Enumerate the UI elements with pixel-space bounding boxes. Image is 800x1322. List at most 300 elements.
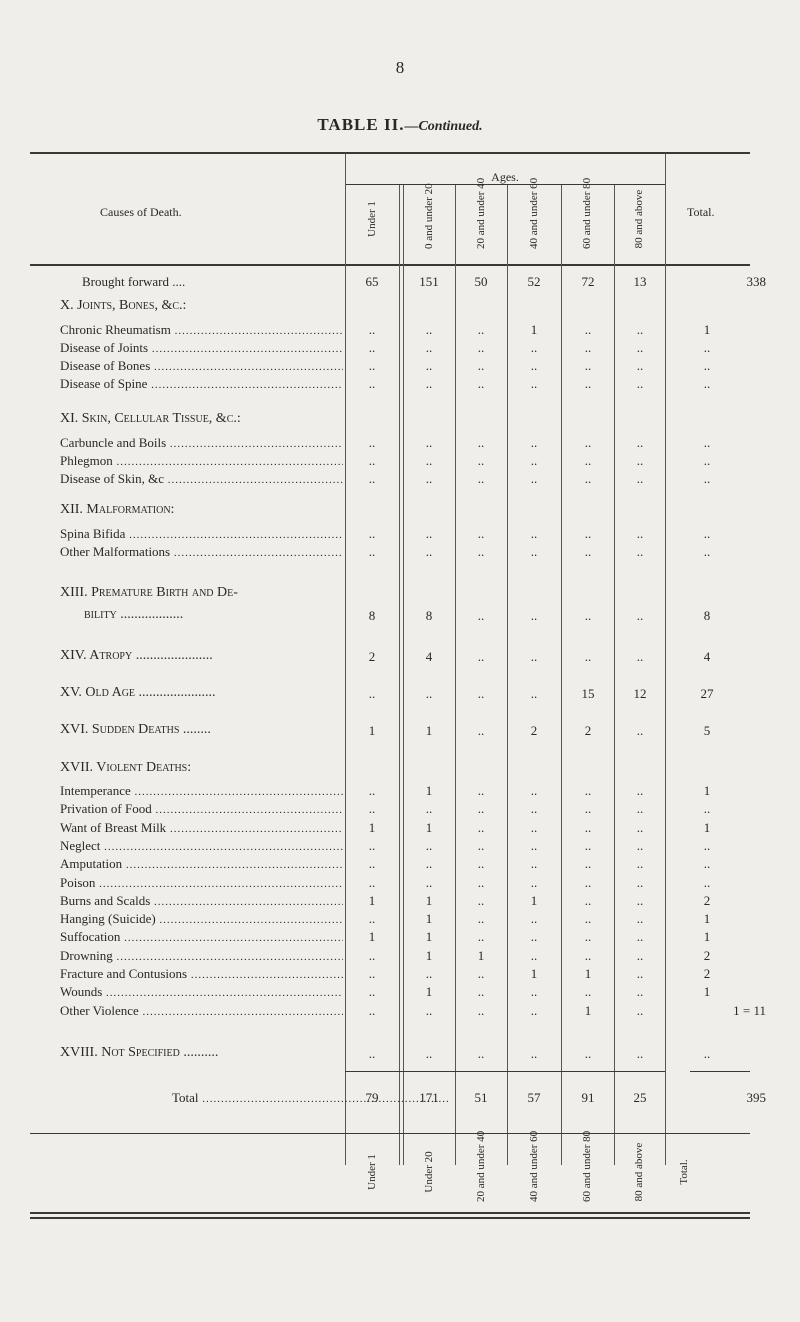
col-head-40-60 bbox=[528, 177, 540, 249]
row-cell: 1 bbox=[368, 929, 376, 945]
row-cell: .. bbox=[584, 911, 592, 927]
row-cell: .. bbox=[477, 892, 485, 908]
row-cell: .. bbox=[636, 966, 644, 981]
row-label: Drowning ..... bbox=[60, 948, 343, 964]
row-label: Want of Breast Milk ..... bbox=[60, 820, 343, 836]
row-cell: .. bbox=[477, 801, 485, 817]
row-cell: 1 bbox=[425, 723, 433, 738]
header-bottom-rule bbox=[30, 264, 750, 266]
row-cell: .. bbox=[477, 471, 485, 486]
table-row bbox=[0, 966, 800, 982]
row-total: 2 bbox=[703, 892, 711, 908]
section-title: XV. Old Age ...................... bbox=[60, 685, 216, 700]
section-title: XIII. Premature Birth and De- bbox=[60, 585, 238, 600]
row-cell: .. bbox=[584, 984, 592, 1000]
row-cell: 1 bbox=[530, 892, 538, 908]
row-cell: .. bbox=[530, 947, 538, 963]
table-row bbox=[0, 820, 800, 836]
row-cell: 1 bbox=[425, 984, 433, 1000]
row-total: .. bbox=[703, 471, 711, 486]
row-cell: .. bbox=[584, 929, 592, 945]
row-cell: .. bbox=[636, 322, 644, 337]
row-cell: .. bbox=[530, 929, 538, 945]
row-cell: .. bbox=[368, 471, 376, 486]
total-top-rule-total bbox=[690, 1071, 750, 1072]
row-cell: .. bbox=[425, 471, 433, 486]
table-row bbox=[0, 856, 800, 872]
row-cell: .. bbox=[584, 649, 592, 664]
row-cell: .. bbox=[636, 453, 644, 468]
row-total: 2 bbox=[703, 947, 711, 963]
row-total: .. bbox=[703, 435, 711, 450]
col-head-60-80 bbox=[581, 177, 593, 249]
row-label: Brought forward .... bbox=[82, 274, 186, 289]
row-total: 27 bbox=[700, 686, 714, 701]
table-row bbox=[0, 376, 800, 392]
row-cell: 1 bbox=[530, 322, 538, 337]
row-cell: .. bbox=[368, 453, 376, 468]
row-cell: .. bbox=[477, 984, 485, 1000]
row-cell: .. bbox=[425, 1046, 433, 1061]
row-cell: .. bbox=[425, 526, 433, 541]
row-cell: 52 bbox=[527, 274, 541, 289]
row-label: Other Violence ..... bbox=[60, 1003, 343, 1019]
row-cell: .. bbox=[584, 783, 592, 798]
section-title-cont: bility .................. bbox=[84, 607, 184, 622]
row-cell: 8 bbox=[425, 608, 433, 623]
row-total: .. bbox=[703, 837, 711, 853]
row-cell: .. bbox=[636, 837, 644, 853]
row-label: Total ..... bbox=[172, 1090, 455, 1106]
col-head-40-60-text: 40 and under 60 bbox=[528, 177, 540, 249]
row-cell: .. bbox=[584, 358, 592, 373]
row-cell: 1 bbox=[425, 892, 433, 908]
row-cell: .. bbox=[530, 984, 538, 1000]
section-title: XVII. Violent Deaths: bbox=[60, 760, 192, 775]
row-cell: .. bbox=[368, 837, 376, 853]
row-cell: .. bbox=[477, 686, 485, 701]
row-cell: .. bbox=[368, 947, 376, 963]
footer-head-80-above-text: 80 and above bbox=[633, 1142, 645, 1202]
row-cell: .. bbox=[425, 435, 433, 450]
row-cell: .. bbox=[530, 376, 538, 391]
row-cell: .. bbox=[425, 453, 433, 468]
row-cell: .. bbox=[530, 1002, 538, 1018]
row-label: Amputation ..... bbox=[60, 856, 343, 872]
row-total: 1 bbox=[703, 911, 711, 927]
row-cell: .. bbox=[530, 911, 538, 927]
row-cell: 8 bbox=[368, 608, 376, 623]
row-label: Disease of Bones ..... bbox=[60, 358, 343, 374]
row-cell: 72 bbox=[581, 274, 595, 289]
row-cell: .. bbox=[530, 544, 538, 559]
row-cell: .. bbox=[584, 837, 592, 853]
footer-head-60-80-text: 60 and under 80 bbox=[581, 1130, 593, 1202]
table-row bbox=[0, 838, 800, 854]
row-total: 8 bbox=[703, 608, 711, 623]
row-cell: 15 bbox=[581, 686, 595, 701]
row-cell: .. bbox=[368, 1002, 376, 1018]
row-cell: 91 bbox=[581, 1090, 595, 1105]
row-cell: .. bbox=[425, 874, 433, 890]
row-cell: .. bbox=[477, 526, 485, 541]
row-total: .. bbox=[703, 801, 711, 817]
row-cell: .. bbox=[636, 340, 644, 355]
row-label: Poison ..... bbox=[60, 875, 343, 891]
row-cell: .. bbox=[584, 856, 592, 872]
footer-head-20-40 bbox=[475, 1130, 487, 1202]
row-cell: .. bbox=[636, 947, 644, 963]
col-head-80-above bbox=[633, 189, 645, 249]
row-cell: .. bbox=[530, 340, 538, 355]
row-cell: .. bbox=[636, 649, 644, 664]
table-row bbox=[0, 929, 800, 945]
section-title: X. Joints, Bones, &c.: bbox=[60, 298, 187, 313]
row-total: .. bbox=[703, 856, 711, 872]
row-cell: .. bbox=[584, 608, 592, 623]
row-cell: .. bbox=[425, 376, 433, 391]
row-cell: .. bbox=[584, 801, 592, 817]
row-cell: .. bbox=[425, 340, 433, 355]
row-cell: .. bbox=[368, 435, 376, 450]
row-cell: .. bbox=[368, 966, 376, 981]
col-head-20-40 bbox=[475, 177, 487, 249]
row-cell: .. bbox=[477, 608, 485, 623]
row-cell: .. bbox=[425, 322, 433, 337]
row-cell: 1 bbox=[425, 783, 433, 798]
row-total: .. bbox=[703, 544, 711, 559]
row-cell: .. bbox=[425, 358, 433, 373]
table-row bbox=[0, 471, 800, 487]
col-head-0-20-text: 0 and under 20 bbox=[423, 183, 435, 249]
table-row bbox=[0, 783, 800, 799]
row-cell: 1 bbox=[425, 911, 433, 927]
table-row bbox=[0, 801, 800, 817]
col-head-under1: Under 1 bbox=[366, 201, 378, 237]
row-total: 395 bbox=[746, 1090, 766, 1105]
row-cell: .. bbox=[368, 911, 376, 927]
row-cell: .. bbox=[584, 471, 592, 486]
row-cell: .. bbox=[477, 340, 485, 355]
row-cell: .. bbox=[477, 358, 485, 373]
title-continued: —Continued. bbox=[404, 119, 483, 134]
row-cell: .. bbox=[530, 358, 538, 373]
table-row bbox=[0, 1003, 800, 1019]
row-total: .. bbox=[703, 1046, 711, 1061]
row-total: 1 bbox=[703, 322, 711, 337]
row-cell: .. bbox=[477, 783, 485, 798]
row-cell: .. bbox=[368, 340, 376, 355]
row-cell: .. bbox=[636, 471, 644, 486]
col-head-80-above-text: 80 and above bbox=[633, 189, 645, 249]
row-total: 1 bbox=[703, 929, 711, 945]
row-cell: .. bbox=[584, 819, 592, 835]
row-total: 1 = 11 bbox=[733, 1002, 766, 1018]
row-cell: .. bbox=[368, 544, 376, 559]
footer-head-under20: Under 20 bbox=[423, 1151, 435, 1193]
row-label: Neglect ..... bbox=[60, 838, 343, 854]
section-title: XVIII. Not Specified .......... bbox=[60, 1045, 219, 1060]
row-cell: 1 bbox=[368, 819, 376, 835]
row-cell: .. bbox=[584, 947, 592, 963]
row-cell: .. bbox=[584, 526, 592, 541]
row-label: Other Malformations ..... bbox=[60, 544, 343, 560]
row-cell: .. bbox=[636, 911, 644, 927]
row-cell: 50 bbox=[474, 274, 488, 289]
row-cell: .. bbox=[477, 1046, 485, 1061]
row-cell: .. bbox=[477, 453, 485, 468]
row-cell: .. bbox=[530, 686, 538, 701]
row-cell: 2 bbox=[530, 723, 538, 738]
section-title: XI. Skin, Cellular Tissue, &c.: bbox=[60, 411, 241, 426]
row-cell: .. bbox=[636, 1002, 644, 1018]
row-cell: .. bbox=[530, 801, 538, 817]
row-cell: .. bbox=[477, 966, 485, 981]
row-cell: .. bbox=[636, 608, 644, 623]
row-cell: .. bbox=[425, 837, 433, 853]
row-cell: .. bbox=[584, 340, 592, 355]
table-row bbox=[0, 984, 800, 1000]
row-total: 4 bbox=[703, 649, 711, 664]
row-cell: .. bbox=[530, 526, 538, 541]
total-header: Total. bbox=[687, 205, 715, 219]
row-label: Disease of Joints ..... bbox=[60, 340, 343, 356]
row-cell: .. bbox=[477, 856, 485, 872]
row-cell: .. bbox=[477, 874, 485, 890]
row-cell: .. bbox=[368, 322, 376, 337]
row-cell: .. bbox=[530, 649, 538, 664]
row-cell: .. bbox=[368, 376, 376, 391]
row-cell: .. bbox=[636, 723, 644, 738]
row-cell: 2 bbox=[368, 649, 376, 664]
row-cell: .. bbox=[636, 892, 644, 908]
row-total: .. bbox=[703, 340, 711, 355]
row-cell: .. bbox=[636, 376, 644, 391]
footer-head-under1: Under 1 bbox=[366, 1154, 378, 1190]
row-cell: .. bbox=[636, 929, 644, 945]
row-cell: .. bbox=[368, 984, 376, 1000]
row-cell: 1 bbox=[530, 966, 538, 981]
row-cell: .. bbox=[636, 1046, 644, 1061]
row-label: Suffocation ..... bbox=[60, 929, 343, 945]
row-cell: 1 bbox=[368, 723, 376, 738]
row-label: Carbuncle and Boils ..... bbox=[60, 435, 343, 451]
footer-head-total: Total. bbox=[678, 1159, 690, 1185]
ages-header: Ages. bbox=[491, 170, 519, 184]
row-cell: .. bbox=[368, 801, 376, 817]
row-label: Hanging (Suicide) ..... bbox=[60, 911, 343, 927]
row-cell: .. bbox=[584, 322, 592, 337]
row-cell: .. bbox=[636, 984, 644, 1000]
section-title: XII. Malformation: bbox=[60, 502, 175, 517]
table-title bbox=[0, 115, 800, 135]
footer-head-40-60 bbox=[528, 1130, 540, 1202]
row-label: Chronic Rheumatism ..... bbox=[60, 322, 343, 338]
row-cell: .. bbox=[530, 874, 538, 890]
row-cell: .. bbox=[425, 686, 433, 701]
row-label: Burns and Scalds ..... bbox=[60, 893, 343, 909]
table-row bbox=[0, 322, 800, 338]
table-row bbox=[0, 875, 800, 891]
row-cell: .. bbox=[584, 892, 592, 908]
row-cell: .. bbox=[584, 435, 592, 450]
row-cell: .. bbox=[530, 819, 538, 835]
row-cell: 1 bbox=[584, 966, 592, 981]
row-cell: .. bbox=[477, 837, 485, 853]
table-row bbox=[0, 274, 800, 290]
row-cell: .. bbox=[530, 837, 538, 853]
row-cell: .. bbox=[530, 471, 538, 486]
row-label: Disease of Spine ..... bbox=[60, 376, 343, 392]
col-head-20-40-text: 20 and under 40 bbox=[475, 177, 487, 249]
table-row bbox=[0, 544, 800, 560]
row-total: 338 bbox=[746, 274, 766, 289]
row-total: 1 bbox=[703, 819, 711, 835]
row-cell: .. bbox=[368, 874, 376, 890]
table-row bbox=[0, 649, 800, 665]
col-head-0-20 bbox=[423, 183, 435, 249]
row-cell: 151 bbox=[419, 274, 439, 289]
row-label: Phlegmon ..... bbox=[60, 453, 343, 469]
table-row bbox=[0, 1090, 800, 1106]
row-cell: 1 bbox=[584, 1002, 592, 1018]
row-cell: .. bbox=[636, 801, 644, 817]
row-cell: .. bbox=[636, 783, 644, 798]
row-cell: .. bbox=[477, 322, 485, 337]
footer-top-rule bbox=[30, 1133, 750, 1134]
table-row bbox=[0, 686, 800, 702]
row-cell: .. bbox=[368, 856, 376, 872]
top-rule bbox=[30, 152, 750, 154]
row-total: .. bbox=[703, 453, 711, 468]
bottom-rule-2 bbox=[30, 1217, 750, 1219]
section-title: XVI. Sudden Deaths ........ bbox=[60, 722, 211, 737]
title-main: TABLE II. bbox=[317, 115, 405, 134]
row-cell: .. bbox=[636, 544, 644, 559]
row-cell: .. bbox=[477, 435, 485, 450]
row-label: Fracture and Contusions ..... bbox=[60, 966, 343, 982]
page-number: 8 bbox=[395, 58, 405, 77]
table-row bbox=[0, 911, 800, 927]
row-cell: .. bbox=[368, 526, 376, 541]
row-cell: .. bbox=[584, 874, 592, 890]
row-label: Privation of Food ..... bbox=[60, 801, 343, 817]
row-cell: .. bbox=[636, 435, 644, 450]
row-total: 1 bbox=[703, 783, 711, 798]
row-cell: .. bbox=[530, 435, 538, 450]
row-cell: .. bbox=[530, 608, 538, 623]
row-cell: .. bbox=[425, 966, 433, 981]
row-cell: 1 bbox=[425, 947, 433, 963]
row-cell: .. bbox=[425, 1002, 433, 1018]
row-cell: 1 bbox=[425, 929, 433, 945]
table-row bbox=[0, 893, 800, 909]
bottom-rule-1 bbox=[30, 1212, 750, 1214]
row-cell: .. bbox=[584, 376, 592, 391]
row-cell: .. bbox=[530, 856, 538, 872]
table-row bbox=[0, 453, 800, 469]
section-title: XIV. Atropy ...................... bbox=[60, 648, 213, 663]
footer-head-60-80 bbox=[581, 1130, 593, 1202]
table-row bbox=[0, 608, 800, 624]
row-cell: 1 bbox=[368, 892, 376, 908]
total-top-rule-ages bbox=[345, 1071, 665, 1072]
row-cell: .. bbox=[368, 783, 376, 798]
row-total: .. bbox=[703, 526, 711, 541]
row-total: .. bbox=[703, 874, 711, 890]
row-cell: .. bbox=[477, 376, 485, 391]
table-row bbox=[0, 1046, 800, 1062]
table-row bbox=[0, 435, 800, 451]
causes-header: Causes of Death. bbox=[100, 205, 182, 219]
table-row bbox=[0, 723, 800, 739]
row-total: 5 bbox=[703, 723, 711, 738]
row-cell: 51 bbox=[474, 1090, 488, 1105]
row-cell: 79 bbox=[365, 1090, 379, 1105]
row-cell: .. bbox=[636, 526, 644, 541]
row-cell: 13 bbox=[633, 274, 647, 289]
row-cell: 57 bbox=[527, 1090, 541, 1105]
row-cell: 1 bbox=[477, 947, 485, 963]
table-row bbox=[0, 948, 800, 964]
table-row bbox=[0, 358, 800, 374]
row-cell: 2 bbox=[584, 723, 592, 738]
footer-head-20-40-text: 20 and under 40 bbox=[475, 1130, 487, 1202]
row-cell: .. bbox=[636, 358, 644, 373]
row-cell: .. bbox=[530, 1046, 538, 1061]
row-cell: .. bbox=[477, 819, 485, 835]
row-cell: .. bbox=[368, 1046, 376, 1061]
row-cell: 25 bbox=[633, 1090, 647, 1105]
row-cell: 4 bbox=[425, 649, 433, 664]
row-label: Disease of Skin, &c ..... bbox=[60, 471, 343, 487]
row-total: .. bbox=[703, 358, 711, 373]
row-cell: .. bbox=[368, 686, 376, 701]
row-cell: .. bbox=[368, 358, 376, 373]
row-cell: .. bbox=[477, 723, 485, 738]
row-total: .. bbox=[703, 376, 711, 391]
row-label: Intemperance ..... bbox=[60, 783, 343, 799]
row-cell: 12 bbox=[633, 686, 647, 701]
table-row bbox=[0, 526, 800, 542]
row-label: Spina Bifida ..... bbox=[60, 526, 343, 542]
row-cell: .. bbox=[530, 783, 538, 798]
col-head-60-80-text: 60 and under 80 bbox=[581, 177, 593, 249]
row-cell: .. bbox=[584, 544, 592, 559]
row-total: 1 bbox=[703, 984, 711, 1000]
row-cell: .. bbox=[530, 453, 538, 468]
row-cell: .. bbox=[636, 856, 644, 872]
row-cell: .. bbox=[425, 801, 433, 817]
row-cell: .. bbox=[425, 856, 433, 872]
row-total: 2 bbox=[703, 966, 711, 981]
row-cell: 1 bbox=[425, 819, 433, 835]
row-cell: .. bbox=[584, 453, 592, 468]
row-cell: 171 bbox=[419, 1090, 439, 1105]
row-cell: .. bbox=[425, 544, 433, 559]
row-cell: .. bbox=[477, 1002, 485, 1018]
row-cell: .. bbox=[477, 929, 485, 945]
row-cell: .. bbox=[584, 1046, 592, 1061]
row-cell: .. bbox=[636, 874, 644, 890]
row-cell: .. bbox=[636, 819, 644, 835]
footer-head-80-above bbox=[633, 1142, 645, 1202]
row-cell: .. bbox=[477, 649, 485, 664]
row-cell: .. bbox=[477, 911, 485, 927]
table-row bbox=[0, 340, 800, 356]
row-label: Wounds ..... bbox=[60, 984, 343, 1000]
row-cell: .. bbox=[477, 544, 485, 559]
